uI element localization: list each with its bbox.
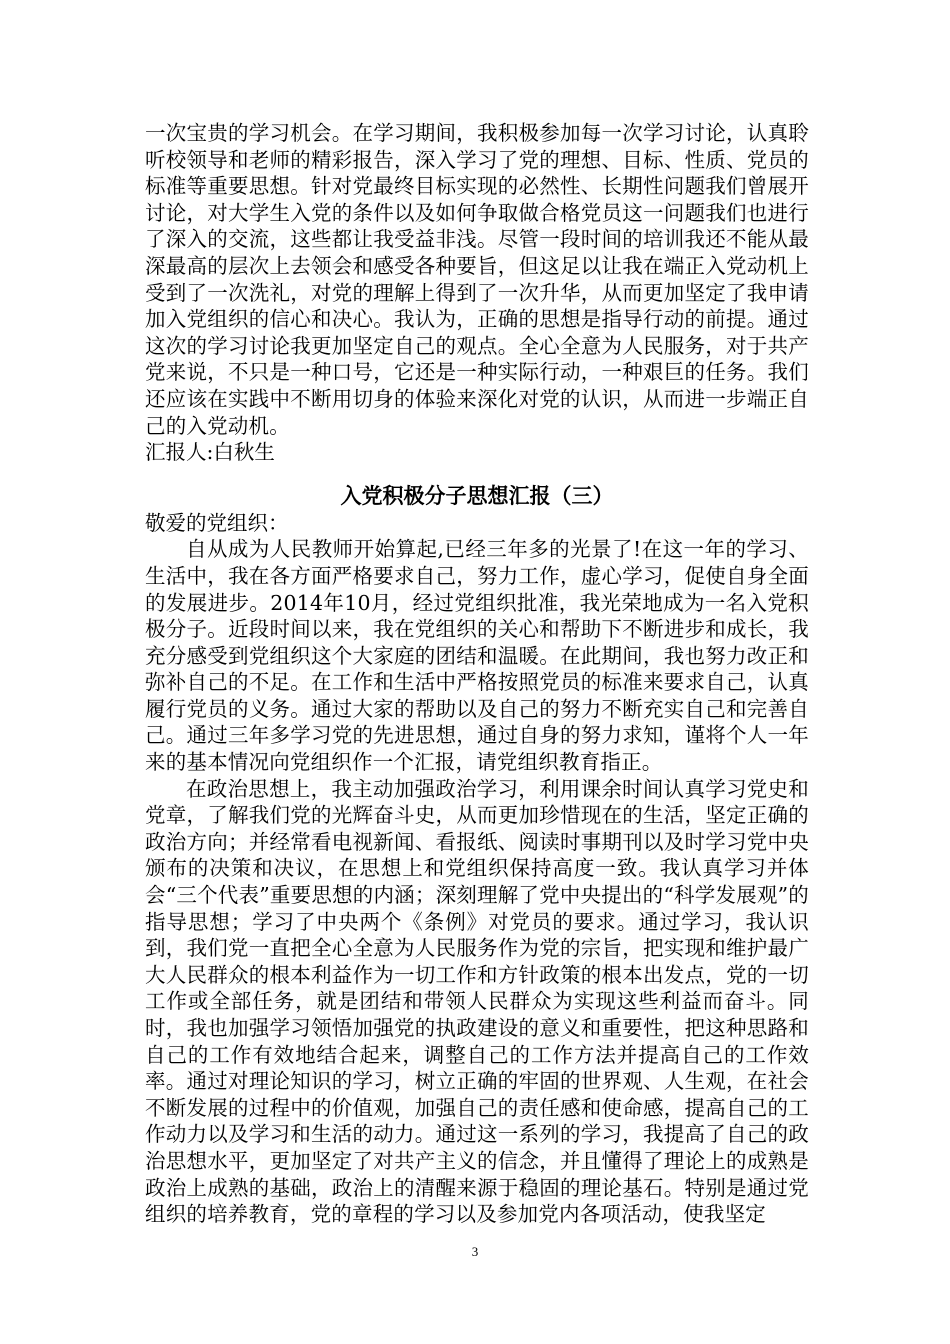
salutation: 敬爱的党组织：	[145, 510, 289, 535]
section-title: 入党积极分子思想汇报（三）	[340, 482, 614, 508]
body-paragraph-2: 在政治思想上，我主动加强政治学习，利用课余时间认真学习党史和党章，了解我们党的光辉奋斗史，从而更加珍惜现在的生活，坚定正确的政治方向；并经常看电视新闻、看报纸、阅读时事期刊以及时学习党中央颁布的决策和决议，在思想上和党组织保持高度一致。我认真学习并体会“三个代表”重要思想的内涵；深刻理解了党中央提出的“科学发展观”的指导思想；学习了中央两个《条例》对党员的要求。通过学习，我认识到，我们党一直把全心全意为人民服务作为党的宗旨，把实现和维护最广大人民群众的根本利益作为一切工作和方针政策的根本出发点，党的一切工作或全部任务，就是团结和带领人民群众为实现这些利益而奋斗。同时，我也加强学习领悟加强党的执政建设的意义和重要性，把这种思路和自己的工作有效地结合起来，调整自己的工作方法并提高自己的工作效率。通过对理论知识的学习，树立正确的牢固的世界观、人生观，在社会不断发展的过程中的价值观，加强自己的责任感和使命感，提高自己的工作动力以及学习和生活的动力。通过这一系列的学习，我提高了自己的政治思想水平，更加坚定了对共产主义的信念，并且懂得了理论上的成熟是政治上成熟的基础，政治上的清醒来源于稳固的理论基石。特别是通过党组织的培养教育，党的章程的学习以及参加党内各项活动，使我坚定	[145, 776, 809, 1227]
document-body	[145, 120, 809, 1228]
body-paragraph-1: 自从成为人民教师开始算起,已经三年多的光景了!在这一年的学习、生活中，我在各方面严格要求自己，努力工作，虚心学习，促使自身全面的发展进步。2014年10月，经过党组织批准，我光荣地成为一名入党积极分子。近段时间以来，我在党组织的关心和帮助下不断进步和成长，我充分感受到党组织这个大家庭的团结和温暖。在此期间，我也努力改正和弥补自己的不足。在工作和生活中严格按照党员的标准来要求自己，认真履行党员的义务。通过大家的帮助以及自己的努力不断充实自己和完善自己。通过三年多学习党的先进思想，通过自身的努力求知，谨将个人一年来的基本情况向党组织作一个汇报，请党组织教育指正。	[145, 537, 809, 775]
intro-paragraph: 一次宝贵的学习机会。在学习期间，我积极参加每一次学习讨论，认真聆听校领导和老师的精彩报告，深入学习了党的理想、目标、性质、党员的标准等重要思想。针对党最终目标实现的必然性、长期性问题我们曾展开讨论，对大学生入党的条件以及如何争取做合格党员这一问题我们也进行了深入的交流，这些都让我受益非浅。尽管一段时间的培训我还不能从最深最高的层次上去领会和感受各种要旨，但这足以让我在端正入党动机上受到了一次洗礼，对党的理解上得到了一次升华，从而更加坚定了我申请加入党组织的信心和决心。我认为，正确的思想是指导行动的前提。通过这次的学习讨论我更加坚定自己的观点。全心全意为人民服务，对于共产党来说，不只是一种口号，它还是一种实际行动，一种艰巨的任务。我们还应该在实践中不断用切身的体验来深化对党的认识，从而进一步端正自己的入党动机。	[145, 121, 809, 438]
page-number: 3	[471, 1244, 479, 1259]
signature-line: 汇报人:白秋生	[145, 440, 275, 465]
